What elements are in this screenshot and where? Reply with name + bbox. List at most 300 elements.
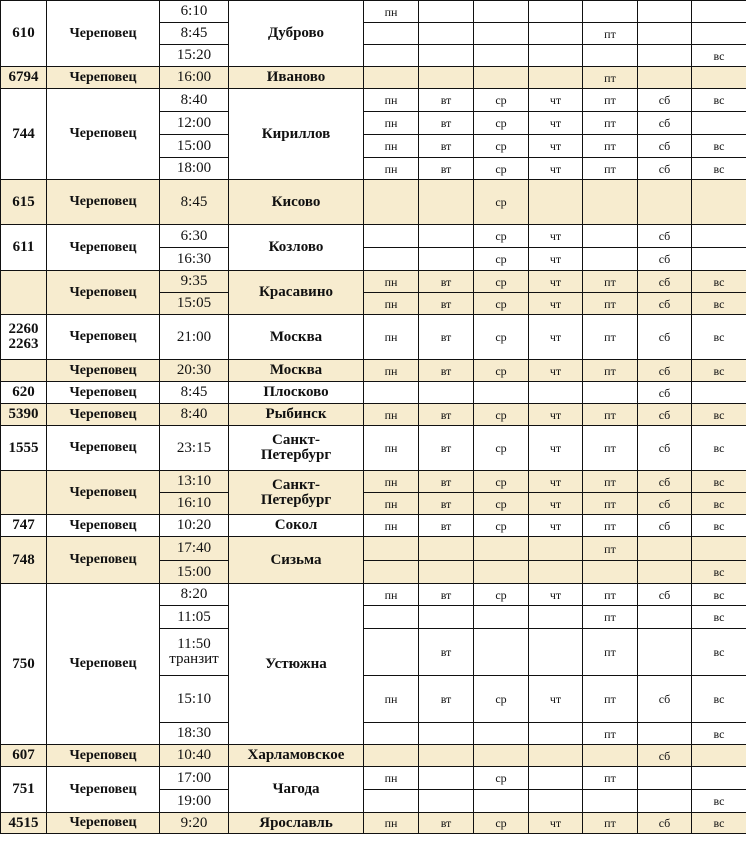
day-cell: пт [583, 271, 638, 293]
departure-city: Череповец [47, 225, 160, 271]
day-cell: чт [529, 404, 583, 426]
day-cell: сб [638, 676, 692, 723]
departure-time: 16:30 [160, 248, 229, 271]
day-cell [419, 382, 474, 404]
day-cell [364, 45, 419, 67]
day-cell [583, 180, 638, 225]
day-cell: сб [638, 271, 692, 293]
departure-city: Череповец [47, 271, 160, 315]
day-cell [692, 225, 746, 248]
day-cell [419, 745, 474, 767]
day-cell: вс [692, 676, 746, 723]
table-row [1, 180, 746, 225]
day-cell: пн [364, 426, 419, 471]
day-cell [583, 45, 638, 67]
departure-time: 15:00 [160, 135, 229, 158]
schedule-body [1, 1, 746, 834]
day-cell: сб [638, 225, 692, 248]
departure-city: Череповец [47, 813, 160, 834]
departure-time: 8:45 [160, 23, 229, 45]
day-cell [692, 767, 746, 790]
day-cell: пт [583, 67, 638, 89]
day-cell: вс [692, 561, 746, 584]
day-cell: пт [583, 629, 638, 676]
day-cell: ср [474, 676, 529, 723]
day-cell: пн [364, 1, 419, 23]
day-cell: вт [419, 584, 474, 606]
departure-time: 18:30 [160, 723, 229, 745]
day-cell: вт [419, 676, 474, 723]
day-cell: пн [364, 515, 419, 537]
day-cell [638, 606, 692, 629]
day-cell: вс [692, 813, 746, 834]
day-cell: вс [692, 360, 746, 382]
day-cell: сб [638, 382, 692, 404]
day-cell: пт [583, 471, 638, 493]
route-number: 744 [1, 89, 47, 180]
departure-city: Череповец [47, 584, 160, 745]
day-cell: сб [638, 112, 692, 135]
day-cell [364, 382, 419, 404]
departure-city: Череповец [47, 537, 160, 584]
day-cell: пт [583, 135, 638, 158]
day-cell: пт [583, 426, 638, 471]
departure-time: 8:45 [160, 180, 229, 225]
day-cell [638, 629, 692, 676]
day-cell: пт [583, 584, 638, 606]
departure-time: 17:40 [160, 537, 229, 561]
departure-time: 10:40 [160, 745, 229, 767]
day-cell: чт [529, 112, 583, 135]
day-cell [474, 790, 529, 813]
day-cell [419, 767, 474, 790]
route-number: 6794 [1, 67, 47, 89]
day-cell: вс [692, 723, 746, 745]
day-cell [638, 67, 692, 89]
day-cell: пн [364, 271, 419, 293]
day-cell [419, 723, 474, 745]
day-cell: ср [474, 493, 529, 515]
route-number [1, 360, 47, 382]
day-cell: пт [583, 112, 638, 135]
departure-time: 8:40 [160, 89, 229, 112]
day-cell: вс [692, 45, 746, 67]
day-cell [583, 790, 638, 813]
day-cell [364, 537, 419, 561]
day-cell [529, 767, 583, 790]
destination: Дуброво [229, 1, 364, 67]
day-cell: вс [692, 471, 746, 493]
day-cell: вс [692, 790, 746, 813]
day-cell: пн [364, 112, 419, 135]
route-number [1, 471, 47, 515]
day-cell [638, 45, 692, 67]
departure-time: 9:35 [160, 271, 229, 293]
day-cell [364, 629, 419, 676]
day-cell: сб [638, 745, 692, 767]
day-cell [419, 45, 474, 67]
table-row [1, 360, 746, 382]
route-number: 610 [1, 1, 47, 67]
day-cell: ср [474, 225, 529, 248]
day-cell [474, 629, 529, 676]
day-cell [364, 225, 419, 248]
day-cell [529, 382, 583, 404]
departure-time: 15:05 [160, 293, 229, 315]
destination: Козлово [229, 225, 364, 271]
departure-city: Череповец [47, 471, 160, 515]
day-cell: сб [638, 471, 692, 493]
day-cell: чт [529, 225, 583, 248]
table-row [1, 1, 746, 23]
route-number: 5390 [1, 404, 47, 426]
day-cell [474, 382, 529, 404]
destination: Харламовское [229, 745, 364, 767]
day-cell: вт [419, 404, 474, 426]
day-cell: сб [638, 293, 692, 315]
day-cell [419, 790, 474, 813]
departure-time: 13:10 [160, 471, 229, 493]
day-cell [419, 23, 474, 45]
day-cell [364, 248, 419, 271]
day-cell: пт [583, 293, 638, 315]
departure-city: Череповец [47, 426, 160, 471]
departure-time: 20:30 [160, 360, 229, 382]
day-cell [583, 1, 638, 23]
day-cell [529, 723, 583, 745]
day-cell [529, 67, 583, 89]
departure-time: 9:20 [160, 813, 229, 834]
day-cell: сб [638, 584, 692, 606]
day-cell: чт [529, 360, 583, 382]
day-cell: вс [692, 493, 746, 515]
day-cell: вс [692, 158, 746, 180]
day-cell [364, 723, 419, 745]
day-cell: чт [529, 493, 583, 515]
day-cell [638, 561, 692, 584]
table-row [1, 67, 746, 89]
day-cell: чт [529, 584, 583, 606]
day-cell: пн [364, 315, 419, 360]
departure-time: 6:10 [160, 1, 229, 23]
day-cell: вт [419, 112, 474, 135]
day-cell: пт [583, 493, 638, 515]
day-cell: вт [419, 426, 474, 471]
table-row [1, 404, 746, 426]
departure-city: Череповец [47, 1, 160, 67]
table-row [1, 471, 746, 493]
day-cell: пт [583, 723, 638, 745]
day-cell: пн [364, 813, 419, 834]
day-cell [474, 745, 529, 767]
destination: Кириллов [229, 89, 364, 180]
day-cell [419, 1, 474, 23]
day-cell: ср [474, 293, 529, 315]
day-cell: пн [364, 404, 419, 426]
day-cell: вт [419, 158, 474, 180]
day-cell: сб [638, 404, 692, 426]
day-cell: пт [583, 158, 638, 180]
day-cell: ср [474, 584, 529, 606]
departure-time: 16:00 [160, 67, 229, 89]
departure-city: Череповец [47, 89, 160, 180]
day-cell [364, 180, 419, 225]
table-row [1, 225, 746, 248]
day-cell [638, 23, 692, 45]
day-cell: вт [419, 493, 474, 515]
day-cell: вт [419, 629, 474, 676]
day-cell: пт [583, 537, 638, 561]
day-cell: сб [638, 89, 692, 112]
day-cell: чт [529, 135, 583, 158]
day-cell [692, 67, 746, 89]
day-cell [529, 1, 583, 23]
day-cell: вт [419, 271, 474, 293]
route-number: 1555 [1, 426, 47, 471]
day-cell [529, 561, 583, 584]
day-cell [638, 537, 692, 561]
departure-time: 16:10 [160, 493, 229, 515]
day-cell [692, 23, 746, 45]
day-cell: ср [474, 471, 529, 493]
day-cell [638, 180, 692, 225]
departure-time: 17:00 [160, 767, 229, 790]
day-cell: пт [583, 606, 638, 629]
destination: Красавино [229, 271, 364, 315]
departure-time: 12:00 [160, 112, 229, 135]
day-cell: ср [474, 515, 529, 537]
day-cell: ср [474, 767, 529, 790]
departure-time: 11:50 транзит [160, 629, 229, 676]
day-cell [474, 537, 529, 561]
day-cell: чт [529, 676, 583, 723]
day-cell: пн [364, 360, 419, 382]
day-cell [529, 790, 583, 813]
table-row [1, 745, 746, 767]
day-cell [692, 382, 746, 404]
day-cell [529, 23, 583, 45]
day-cell: вс [692, 606, 746, 629]
destination: Санкт- Петербург [229, 426, 364, 471]
day-cell [692, 745, 746, 767]
day-cell: чт [529, 158, 583, 180]
day-cell: сб [638, 813, 692, 834]
day-cell [419, 561, 474, 584]
day-cell: сб [638, 360, 692, 382]
departure-city: Череповец [47, 745, 160, 767]
table-row [1, 813, 746, 834]
departure-city: Череповец [47, 315, 160, 360]
route-number [1, 271, 47, 315]
day-cell: пн [364, 493, 419, 515]
day-cell [638, 767, 692, 790]
table-row [1, 271, 746, 293]
transit-note: транзит [169, 651, 219, 667]
day-cell [583, 382, 638, 404]
day-cell: вс [692, 293, 746, 315]
day-cell [474, 1, 529, 23]
departure-time: 10:20 [160, 515, 229, 537]
day-cell: пн [364, 158, 419, 180]
day-cell [474, 723, 529, 745]
day-cell [529, 629, 583, 676]
day-cell: пт [583, 404, 638, 426]
day-cell [583, 745, 638, 767]
day-cell [474, 45, 529, 67]
route-number: 4515 [1, 813, 47, 834]
day-cell: сб [638, 426, 692, 471]
day-cell [692, 112, 746, 135]
day-cell [529, 537, 583, 561]
table-row [1, 426, 746, 471]
departure-city: Череповец [47, 515, 160, 537]
day-cell: вт [419, 135, 474, 158]
departure-city: Череповец [47, 360, 160, 382]
day-cell: пн [364, 767, 419, 790]
day-cell: чт [529, 515, 583, 537]
day-cell: вт [419, 360, 474, 382]
day-cell: сб [638, 515, 692, 537]
destination: Плосково [229, 382, 364, 404]
departure-time: 15:10 [160, 676, 229, 723]
day-cell [474, 23, 529, 45]
day-cell [692, 1, 746, 23]
day-cell [529, 180, 583, 225]
day-cell [419, 606, 474, 629]
day-cell: вс [692, 426, 746, 471]
destination: Сокол [229, 515, 364, 537]
destination: Ярославль [229, 813, 364, 834]
day-cell: чт [529, 293, 583, 315]
day-cell: вс [692, 404, 746, 426]
day-cell: пт [583, 89, 638, 112]
day-cell [364, 745, 419, 767]
day-cell: сб [638, 248, 692, 271]
day-cell: чт [529, 315, 583, 360]
destination: Чагода [229, 767, 364, 813]
day-cell: вс [692, 271, 746, 293]
departure-time: 23:15 [160, 426, 229, 471]
table-row [1, 767, 746, 790]
day-cell: пт [583, 360, 638, 382]
day-cell: вс [692, 629, 746, 676]
day-cell: пн [364, 584, 419, 606]
day-cell [583, 248, 638, 271]
day-cell [529, 745, 583, 767]
day-cell [529, 606, 583, 629]
day-cell [692, 180, 746, 225]
day-cell: вт [419, 515, 474, 537]
day-cell [364, 561, 419, 584]
day-cell: пт [583, 813, 638, 834]
day-cell: сб [638, 158, 692, 180]
route-number: 747 [1, 515, 47, 537]
destination: Кисово [229, 180, 364, 225]
day-cell [364, 23, 419, 45]
day-cell [474, 606, 529, 629]
day-cell [474, 561, 529, 584]
day-cell: сб [638, 135, 692, 158]
day-cell: вс [692, 315, 746, 360]
day-cell: чт [529, 89, 583, 112]
day-cell: пт [583, 23, 638, 45]
route-number: 751 [1, 767, 47, 813]
route-number: 2260 2263 [1, 315, 47, 360]
route-number: 615 [1, 180, 47, 225]
departure-time: 18:00 [160, 158, 229, 180]
route-number: 611 [1, 225, 47, 271]
destination: Устюжна [229, 584, 364, 745]
table-row [1, 584, 746, 606]
day-cell [529, 45, 583, 67]
destination: Москва [229, 360, 364, 382]
day-cell: вс [692, 515, 746, 537]
day-cell: пт [583, 767, 638, 790]
departure-time: 8:20 [160, 584, 229, 606]
day-cell: пт [583, 315, 638, 360]
day-cell [364, 790, 419, 813]
day-cell: чт [529, 248, 583, 271]
route-number: 607 [1, 745, 47, 767]
destination: Рыбинск [229, 404, 364, 426]
day-cell: вт [419, 293, 474, 315]
departure-time: 15:00 [160, 561, 229, 584]
day-cell: ср [474, 248, 529, 271]
day-cell [419, 225, 474, 248]
table-row [1, 515, 746, 537]
day-cell: вт [419, 471, 474, 493]
day-cell: ср [474, 135, 529, 158]
destination: Москва [229, 315, 364, 360]
day-cell: пт [583, 676, 638, 723]
day-cell [474, 67, 529, 89]
day-cell [638, 723, 692, 745]
route-number: 620 [1, 382, 47, 404]
day-cell [583, 225, 638, 248]
table-row [1, 382, 746, 404]
day-cell: чт [529, 271, 583, 293]
departure-city: Череповец [47, 180, 160, 225]
destination: Сизьма [229, 537, 364, 584]
day-cell: ср [474, 360, 529, 382]
day-cell: вс [692, 89, 746, 112]
departure-city: Череповец [47, 67, 160, 89]
departure-time: 15:20 [160, 45, 229, 67]
day-cell: сб [638, 315, 692, 360]
day-cell: чт [529, 813, 583, 834]
day-cell [419, 248, 474, 271]
day-cell [638, 1, 692, 23]
day-cell: ср [474, 404, 529, 426]
day-cell: пн [364, 293, 419, 315]
day-cell: пт [583, 515, 638, 537]
day-cell [692, 537, 746, 561]
destination: Санкт- Петербург [229, 471, 364, 515]
day-cell: ср [474, 271, 529, 293]
day-cell: чт [529, 471, 583, 493]
departure-time: 11:05 [160, 606, 229, 629]
day-cell: сб [638, 493, 692, 515]
day-cell: ср [474, 89, 529, 112]
departure-time: 21:00 [160, 315, 229, 360]
day-cell: пн [364, 89, 419, 112]
day-cell [419, 67, 474, 89]
departure-time: 6:30 [160, 225, 229, 248]
day-cell: вт [419, 89, 474, 112]
day-cell [638, 790, 692, 813]
departure-city: Череповец [47, 382, 160, 404]
departure-city: Череповец [47, 767, 160, 813]
